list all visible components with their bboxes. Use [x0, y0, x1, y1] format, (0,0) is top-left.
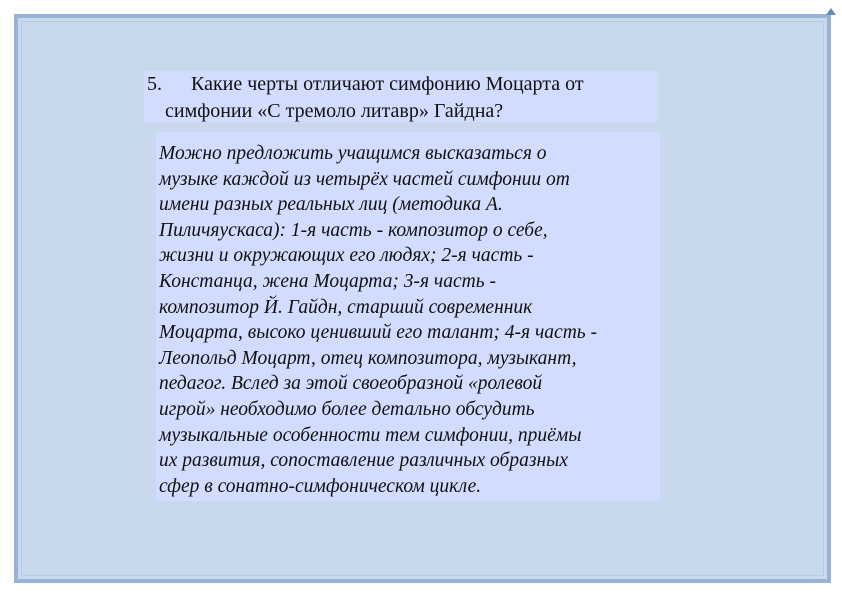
answer-line: их развития, сопоставление различных образных [159, 450, 568, 472]
answer-line: педагог. Вслед за этой своеобразной «ролевой [159, 373, 543, 395]
answer-line: Леопольд Моцарт, отец композитора, музыкант, [159, 347, 577, 369]
question-text-1: Какие черты отличают симфонию Моцарта от [191, 73, 584, 95]
answer-box [156, 132, 660, 501]
answer-line: Пиличяускаса): 1-я часть - композитор о себе, [159, 219, 548, 241]
answer-line: музыке каждой из четырёх частей симфонии от [159, 168, 570, 190]
answer-line: жизни и окружающих его людях; 2-я часть - [159, 245, 534, 267]
answer-line: музыкальные особенности тем симфонии, приёмы [159, 424, 582, 446]
answer-line: Моцарта, высоко ценивший его талант; 4-я часть - [159, 322, 598, 344]
question-line-2: симфонии «С тремоло литавр» Гайдна? [165, 100, 504, 122]
answer-line: Констанца, жена Моцарта; 3-я часть - [159, 271, 496, 292]
answer-line: композитор Й. Гайдн, старший современник [159, 296, 533, 318]
answer-line: имени разных реальных лиц (методика А. [159, 194, 503, 216]
answer-line: сфер в сонатно-симфоническом цикле. [159, 475, 482, 497]
corner-marker-icon [826, 8, 836, 15]
answer-line: игрой» необходимо более детально обсудить [159, 399, 535, 420]
answer-line: Можно предложить учащимся высказаться о [159, 143, 547, 164]
question-number: 5. [147, 73, 162, 95]
question-box [144, 71, 658, 122]
question-line-1 [147, 71, 584, 98]
